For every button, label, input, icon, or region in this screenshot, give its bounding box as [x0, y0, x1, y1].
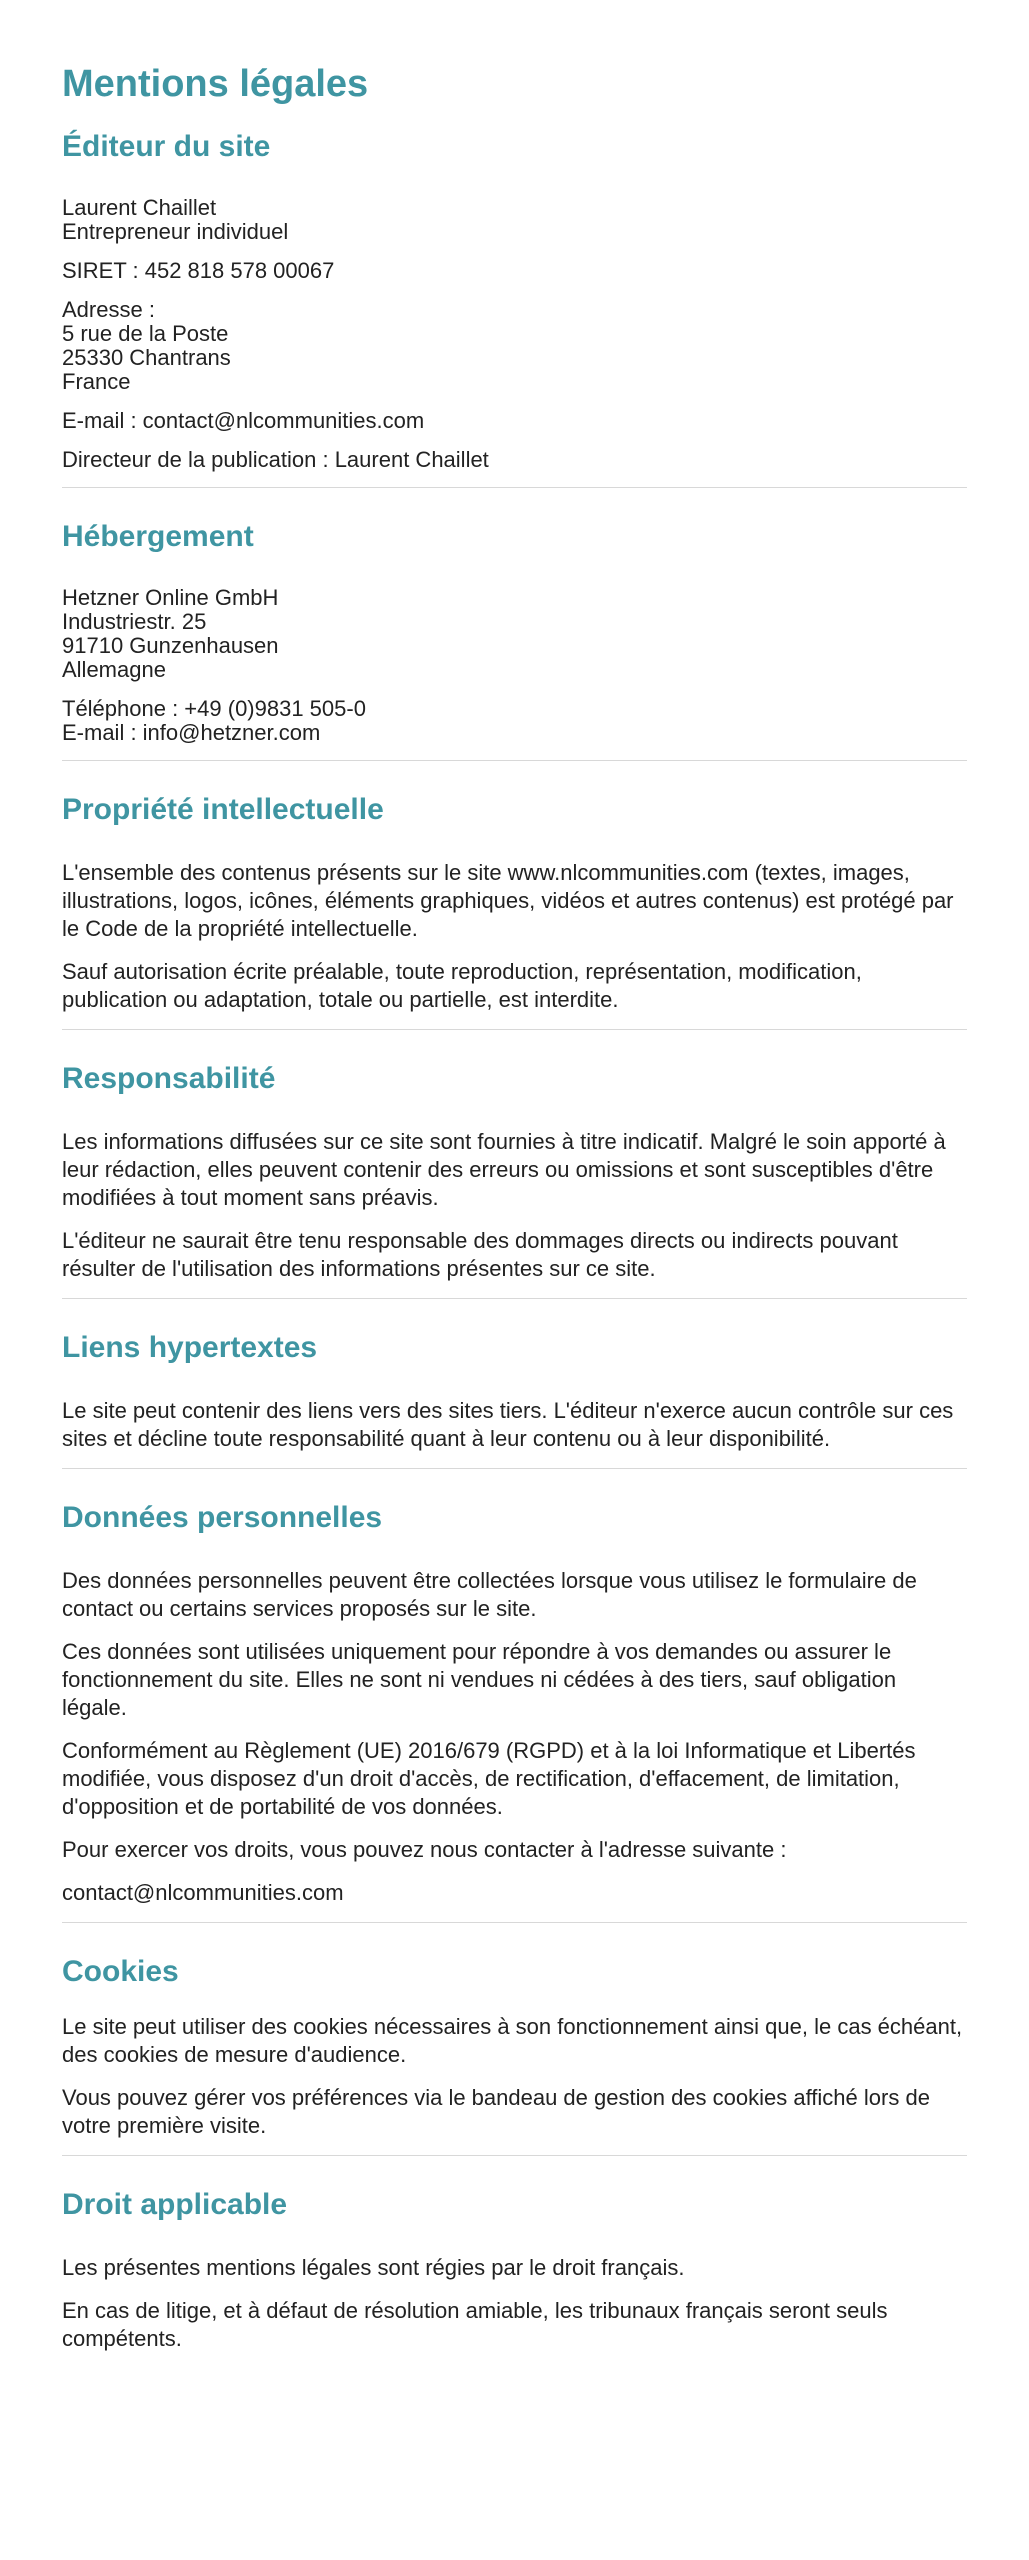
paragraph: Pour exercer vos droits, vous pouvez nous contacter à l'adresse suivante : — [62, 1837, 787, 1862]
paragraph: En cas de litige, et à défaut de résolution amiable, les tribunaux français seront seuls compétents. — [62, 2298, 888, 2351]
section-droit — [62, 2186, 967, 2353]
page-title: Mentions légales — [62, 63, 369, 105]
section-heading: Cookies — [62, 1955, 179, 1988]
address-label: Adresse : — [62, 297, 155, 322]
section-heading: Responsabilité — [62, 1062, 276, 1095]
section-heading: Liens hypertextes — [62, 1331, 318, 1364]
section-divider — [62, 2155, 967, 2156]
section-cookies — [62, 1953, 967, 2140]
host-name: Hetzner Online GmbH — [62, 585, 279, 610]
section-responsabilite — [62, 1060, 967, 1283]
editeur-siret: SIRET : 452 818 578 00067 — [62, 258, 335, 283]
section-hebergement — [62, 518, 967, 745]
section-divider — [62, 1468, 967, 1469]
host-phone: Téléphone : +49 (0)9831 505-0 — [62, 696, 366, 721]
host-address — [62, 586, 967, 682]
editeur-email: E-mail : contact@nlcommunities.com — [62, 408, 425, 433]
paragraph: L'éditeur ne saurait être tenu responsable des dommages directs ou indirects pouvant résulter de l'utilisation des informations présentes sur ce site. — [62, 1228, 898, 1281]
editeur-address — [62, 298, 967, 394]
editeur-status: Entrepreneur individuel — [62, 219, 289, 244]
section-divider — [62, 1922, 967, 1923]
section-liens — [62, 1329, 967, 1453]
editeur-identity — [62, 196, 967, 244]
paragraph: Les informations diffusées sur ce site sont fournies à titre indicatif. Malgré le soin apporté à leur rédaction, elles peuvent contenir des erreurs ou omissions et sont susceptibles d'être modifiées à tout moment sans préavis. — [62, 1129, 946, 1210]
paragraph: Le site peut contenir des liens vers des sites tiers. L'éditeur n'exerce aucun contrôle sur ces sites et décline toute responsabilité quant à leur contenu ou à leur disponibilité. — [62, 1398, 954, 1451]
paragraph: Ces données sont utilisées uniquement pour répondre à vos demandes ou assurer le fonctionnement du site. Elles ne sont ni vendues ni cédées à des tiers, sauf obligation légale. — [62, 1639, 897, 1720]
paragraph: Des données personnelles peuvent être collectées lorsque vous utilisez le formulaire de contact ou certains services proposés sur le site. — [62, 1568, 917, 1621]
address-line: France — [62, 369, 131, 394]
address-line: 25330 Chantrans — [62, 345, 231, 370]
host-street: Industriestr. 25 — [62, 609, 207, 634]
paragraph: Les présentes mentions légales sont régies par le droit français. — [62, 2255, 685, 2280]
section-heading: Éditeur du site — [62, 130, 271, 163]
section-donnees — [62, 1499, 967, 1907]
editeur-director: Directeur de la publication : Laurent Chaillet — [62, 447, 489, 472]
section-propriete — [62, 791, 967, 1014]
section-divider — [62, 1029, 967, 1030]
address-line: 5 rue de la Poste — [62, 321, 229, 346]
section-heading: Propriété intellectuelle — [62, 793, 384, 826]
paragraph: Le site peut utiliser des cookies nécessaires à son fonctionnement ainsi que, le cas échéant, des cookies de mesure d'audience. — [62, 2014, 963, 2067]
section-divider — [62, 760, 967, 761]
paragraph: L'ensemble des contenus présents sur le site www.nlcommunities.com (textes, images, illustrations, logos, icônes, éléments graphiques, vidéos et autres contenus) est protégé par le Code de la propriété intellectuelle. — [62, 860, 954, 941]
host-country: Allemagne — [62, 657, 166, 682]
paragraph: Vous pouvez gérer vos préférences via le bandeau de gestion des cookies affiché lors de votre première visite. — [62, 2085, 930, 2138]
host-email: E-mail : info@hetzner.com — [62, 720, 321, 745]
contact-email: contact@nlcommunities.com — [62, 1880, 344, 1905]
paragraph: Conformément au Règlement (UE) 2016/679 (RGPD) et à la loi Informatique et Libertés modifiée, vous disposez d'un droit d'accès, de rectification, d'effacement, de limitation, d'opposition et de portabilité de vos données. — [62, 1738, 916, 1819]
section-heading: Droit applicable — [62, 2188, 288, 2221]
paragraph: Sauf autorisation écrite préalable, toute reproduction, représentation, modification, publication ou adaptation, totale ou partielle, est interdite. — [62, 959, 862, 1012]
editeur-name: Laurent Chaillet — [62, 195, 217, 220]
section-editeur — [62, 128, 967, 472]
section-divider — [62, 1298, 967, 1299]
section-heading: Hébergement — [62, 520, 254, 553]
section-divider — [62, 487, 967, 488]
host-city: 91710 Gunzenhausen — [62, 633, 279, 658]
host-contact — [62, 697, 967, 745]
section-heading: Données personnelles — [62, 1501, 383, 1534]
